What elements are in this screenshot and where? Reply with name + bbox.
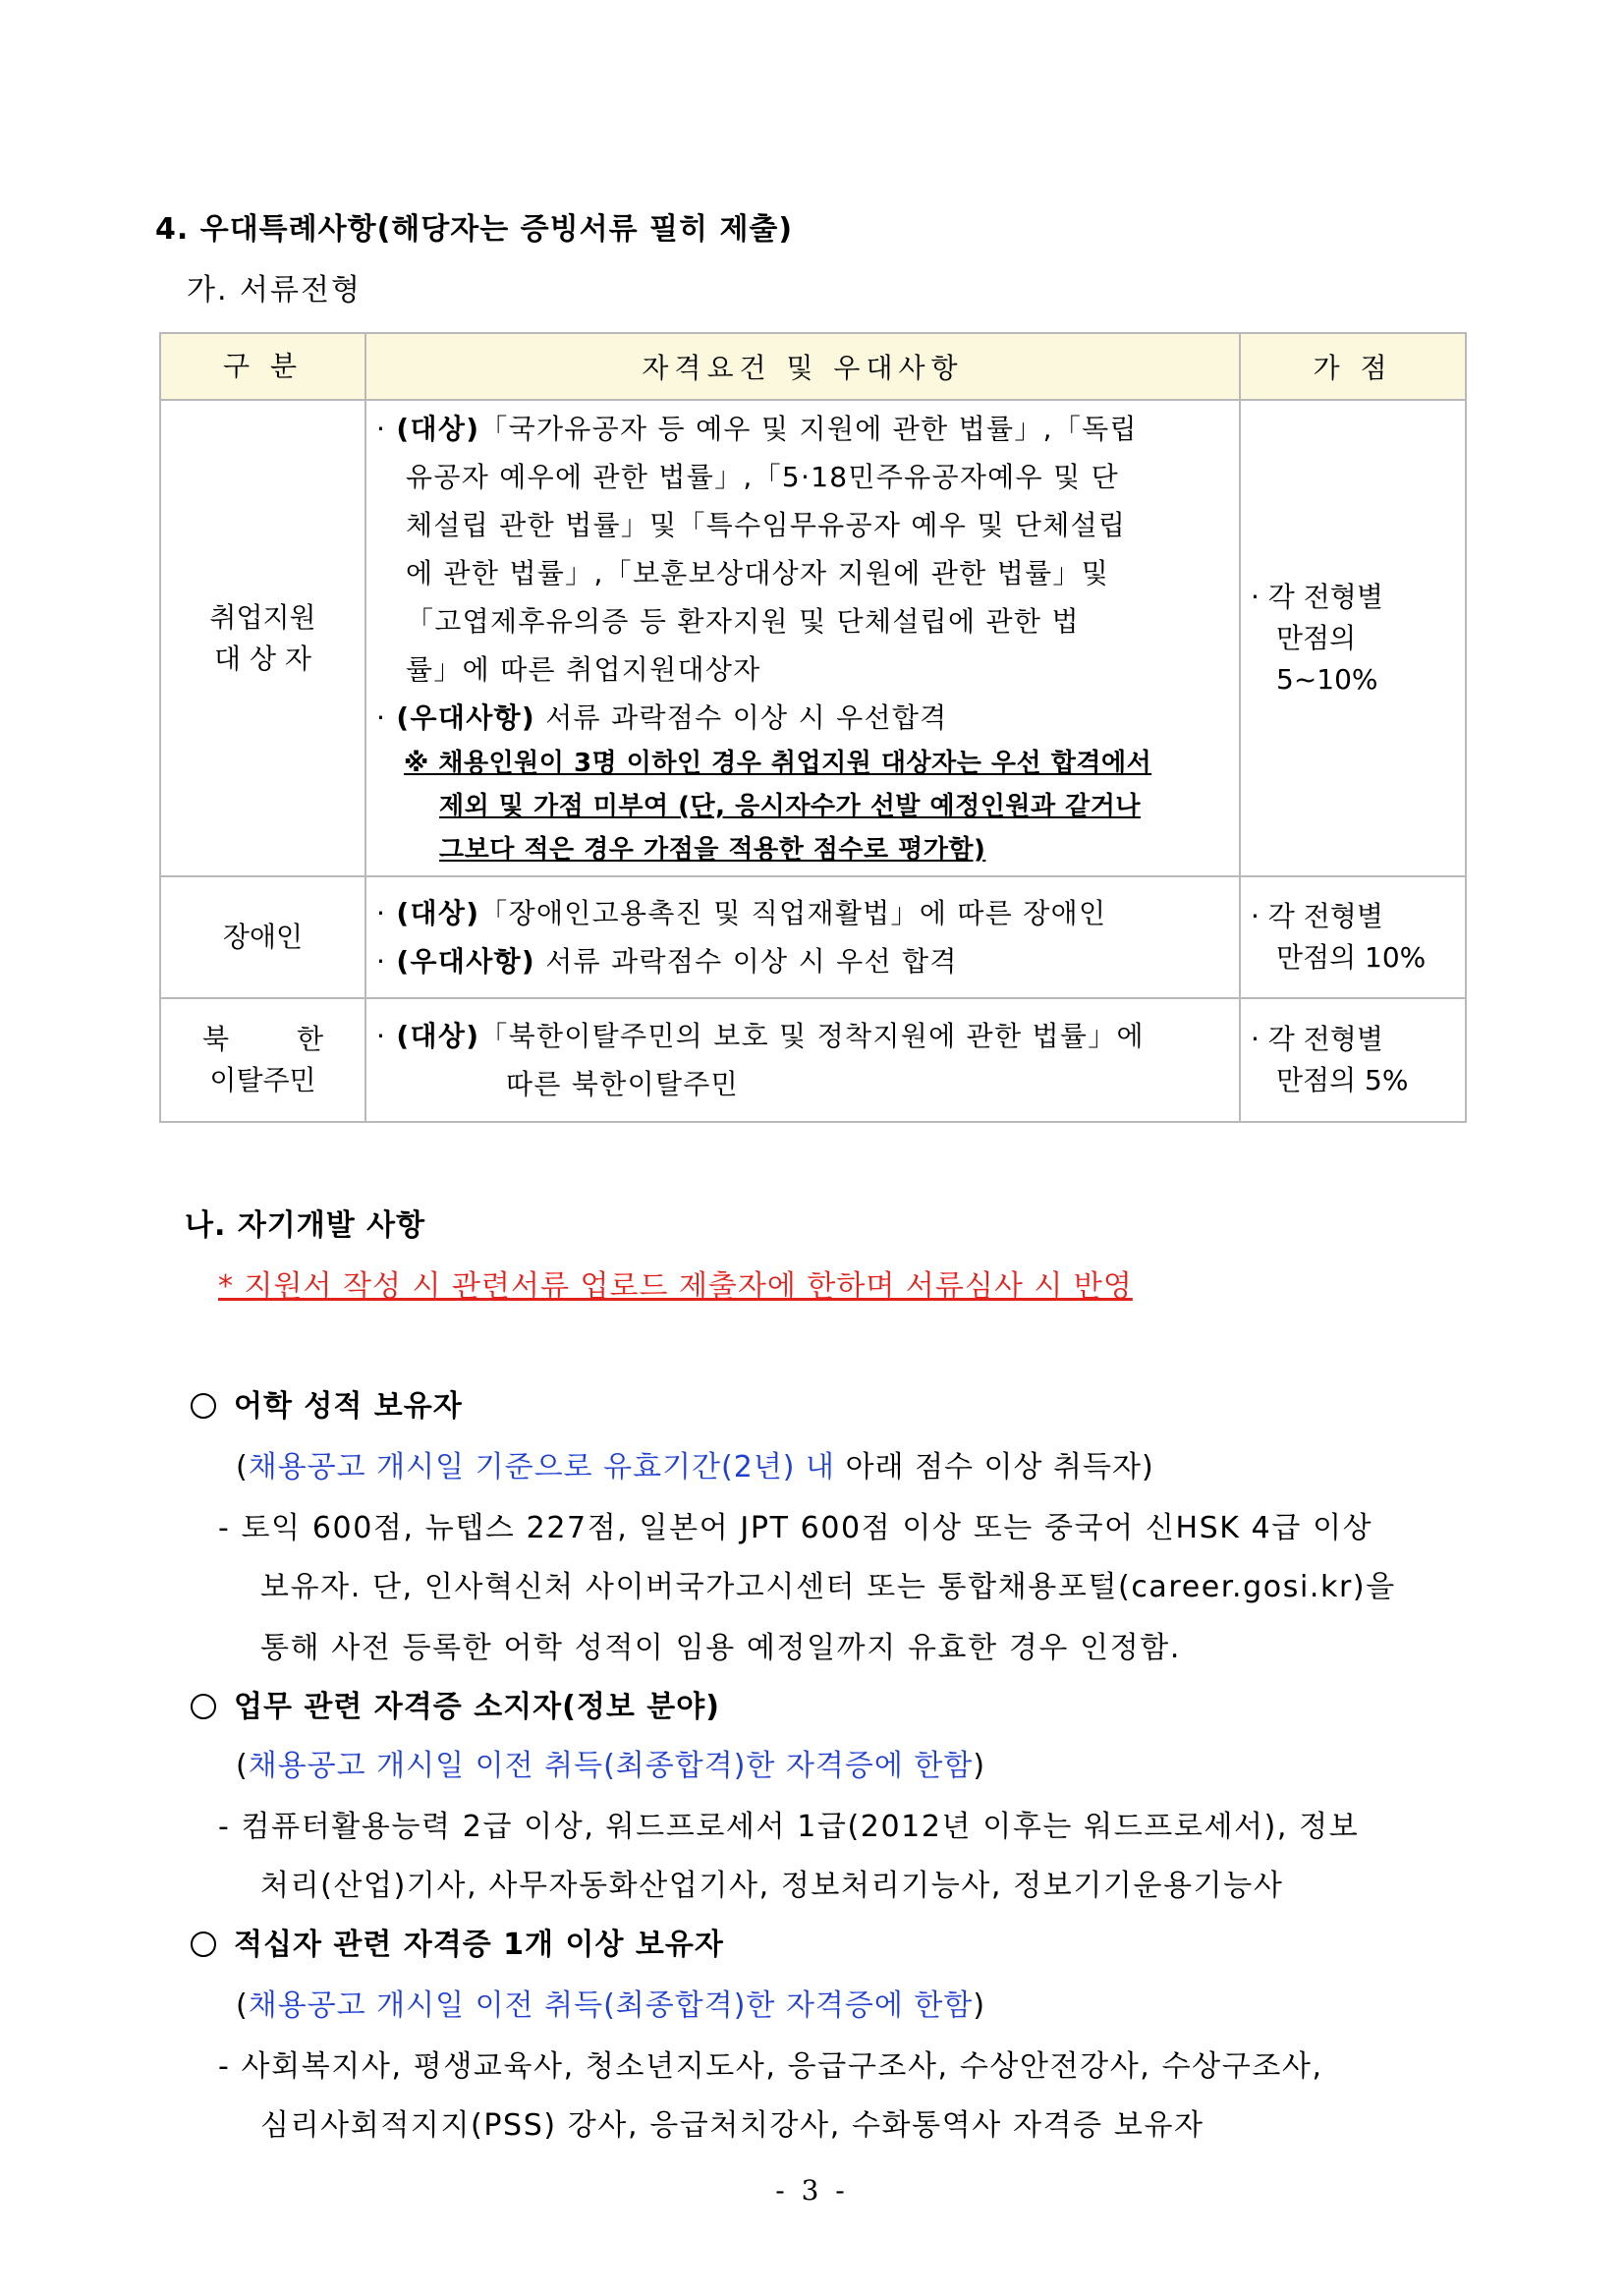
- item-condition: (채용공고 개시일 이전 취득(최종합격)한 자격증에 한함): [236, 1749, 986, 1783]
- row-category: 장애인: [160, 876, 365, 998]
- item-condition: (채용공고 개시일 이전 취득(최종합격)한 자격증에 한함): [236, 1988, 986, 2023]
- table-header-row: [160, 333, 1466, 400]
- header-category: 구 분: [160, 333, 365, 400]
- item-heading: 업무 관련 자격증 소지자(정보 분야): [191, 1682, 720, 1725]
- requirement-line: 체설립 관한 법률」및「특수임무유공자 예우 및 단체설립: [406, 509, 1127, 541]
- requirement-line: · (대상)「장애인고용촉진 및 직업재활법」에 따른 장애인: [376, 897, 1107, 929]
- item-body-line: 심리사회적지지(PSS) 강사, 응급처치강사, 수화통역사 자격증 보유자: [260, 2108, 1204, 2143]
- notice-note: ※ 채용인원이 3명 이하인 경우 취업지원 대상자는 우선 합격에서 제외 및 가점 미부여 (단, 응시자수가 선발 예정인원과 같거나 그보다 적은 경우 가점을 적용한 점수로 평가함): [404, 749, 1152, 865]
- item-body-line: 처리(산업)기사, 사무자동화산업기사, 정보처리기능사, 정보기기운용기능사: [260, 1869, 1284, 1903]
- item-condition: (채용공고 개시일 기준으로 유효기간(2년) 내 아래 점수 이상 취득자): [236, 1450, 1154, 1484]
- row-bonus: · 각 전형별 만점의 10%: [1240, 876, 1466, 998]
- circle-bullet-icon: [191, 1694, 216, 1719]
- header-requirements: 자격요건 및 우대사항: [365, 333, 1240, 400]
- item-body-line: - 컴퓨터활용능력 2급 이상, 워드프로세서 1급(2012년 이후는 워드프로세서), 정보: [218, 1810, 1360, 1844]
- row-bonus: · 각 전형별 만점의 5%: [1240, 998, 1466, 1122]
- row-bonus: · 각 전형별 만점의 5~10%: [1240, 400, 1466, 876]
- item-body-line: 보유자. 단, 인사혁신처 사이버국가고시센터 또는 통합채용포털(career.gosi.kr)을: [260, 1570, 1396, 1604]
- subsection-title: 가. 서류전형: [187, 273, 362, 308]
- requirement-line: 「고엽제후유의증 등 환자지원 및 단체설립에 관한 법: [406, 605, 1080, 638]
- item-heading: 적십자 관련 자격증 1개 이상 보유자: [191, 1920, 724, 1963]
- requirement-line: 률」에 따른 취업지원대상자: [406, 653, 761, 686]
- table-row: [160, 876, 1466, 998]
- preference-table: [159, 332, 1467, 1123]
- table-row: [160, 998, 1466, 1122]
- requirement-line: · (우대사항) 서류 과락점수 이상 시 우선 합격: [376, 945, 958, 978]
- row-requirements: [365, 876, 1240, 998]
- requirement-line: · (대상)「북한이탈주민의 보호 및 정착지원에 관한 법률」에: [376, 1020, 1145, 1052]
- requirement-line: · (대상)「국가유공자 등 예우 및 지원에 관한 법률」,「독립: [376, 413, 1138, 445]
- header-bonus: 가 점: [1240, 333, 1466, 400]
- row-requirements: [365, 998, 1240, 1122]
- item-heading: 어학 성적 보유자: [191, 1381, 463, 1425]
- item-body-line: - 사회복지사, 평생교육사, 청소년지도사, 응급구조사, 수상안전강사, 수상구조사,: [218, 2049, 1323, 2084]
- upload-notice: * 지원서 작성 시 관련서류 업로드 제출자에 한하며 서류심사 시 반영: [218, 1269, 1133, 1304]
- item-body-line: - 토익 600점, 뉴텝스 227점, 일본어 JPT 600점 이상 또는 중국어 신HSK 4급 이상: [218, 1511, 1373, 1545]
- row-category: 취업지원 대 상 자: [160, 400, 365, 876]
- circle-bullet-icon: [191, 1931, 216, 1957]
- section-title: 4. 우대특례사항(해당자는 증빙서류 필히 제출): [155, 212, 794, 247]
- requirement-line: 따른 북한이탈주민: [506, 1068, 739, 1100]
- table-row: [160, 400, 1466, 876]
- row-requirements: [365, 400, 1240, 876]
- requirement-line: 에 관한 법률」,「보훈보상대상자 지원에 관한 법률」및: [406, 557, 1110, 589]
- self-development-title: 나. 자기개발 사항: [185, 1208, 426, 1243]
- row-category: 북 한 이탈주민: [160, 998, 365, 1122]
- requirement-line: 유공자 예우에 관한 법률」,「5·18민주유공자예우 및 단: [406, 461, 1119, 493]
- requirement-line: · (우대사항) 서류 과락점수 이상 시 우선합격: [376, 701, 948, 734]
- page-number: - 3 -: [775, 2174, 849, 2207]
- circle-bullet-icon: [191, 1393, 216, 1419]
- item-body-line: 통해 사전 등록한 어학 성적이 임용 예정일까지 유효한 경우 인정함.: [260, 1631, 1182, 1665]
